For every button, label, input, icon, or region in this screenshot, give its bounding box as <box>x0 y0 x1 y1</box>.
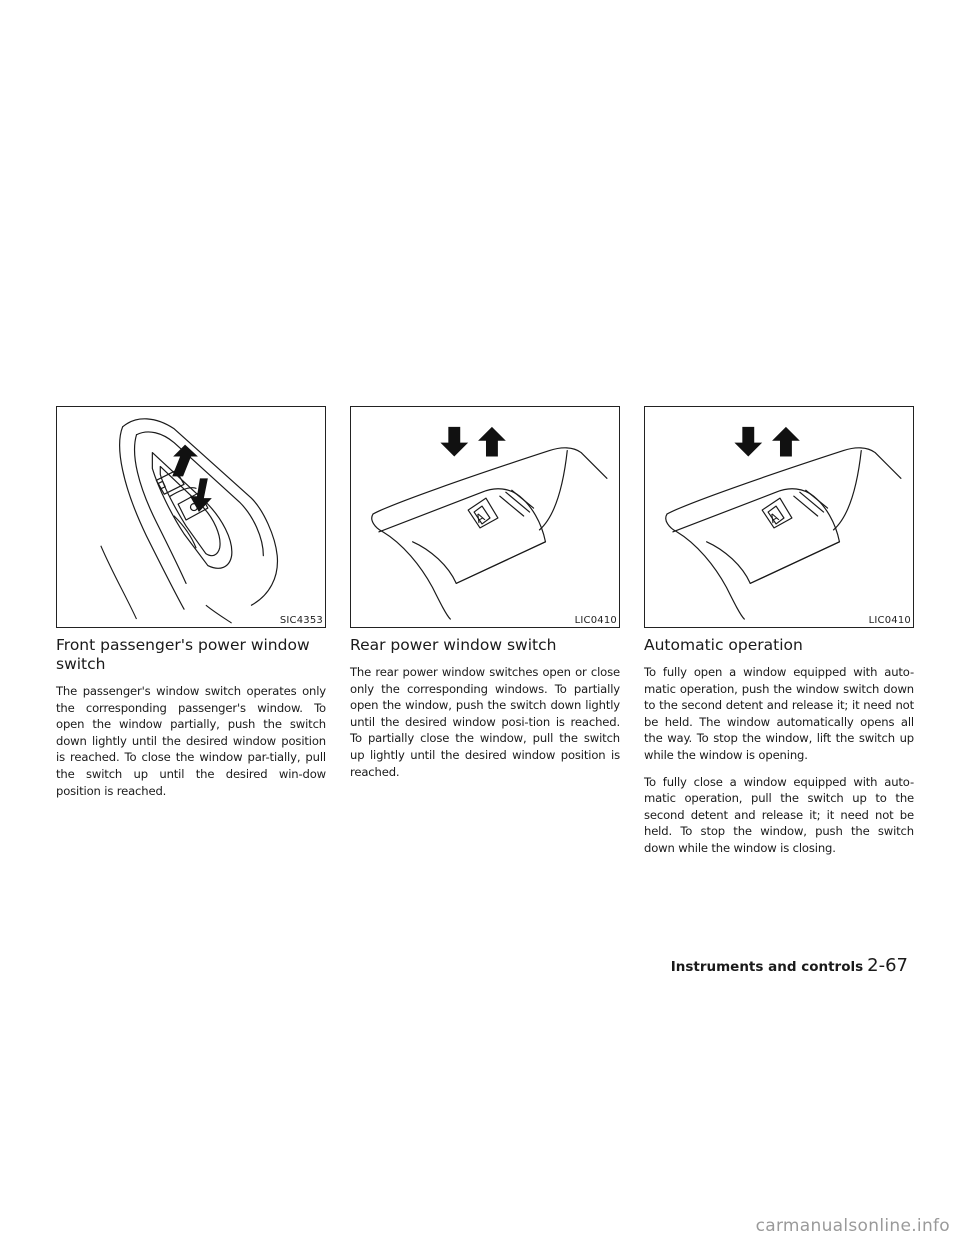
figure-code: SIC4353 <box>279 615 323 626</box>
figure-automatic-operation <box>644 406 914 628</box>
down-arrow-icon <box>440 427 468 457</box>
section-rear-window <box>350 636 620 790</box>
svg-text:A: A <box>473 509 487 527</box>
automatic-operation-illustration <box>645 407 913 627</box>
section-paragraph: The passenger's window switch operates only the corresponding passenger's window. To open the window partially, push the switch down lightly until the desired window position is reached. To close the window par-tially, pull the switch up until the desired win-dow position is reached. <box>56 684 326 798</box>
watermark: carmanualsonline.info <box>755 1216 950 1236</box>
page-footer <box>671 955 908 976</box>
up-arrow-icon <box>772 427 800 457</box>
section-paragraph: To fully open a window equipped with auto-matic operation, push the window switch down to the second detent and release it; it need not be held. The window automatically opens all the way. To stop the window, lift the switch up while the window is opening. <box>644 665 914 762</box>
section-heading: Rear power window switch <box>350 636 557 654</box>
svg-text:A: A <box>767 509 781 527</box>
footer-section-title: Instruments and controls <box>670 959 864 975</box>
down-arrow-icon <box>734 427 762 457</box>
figure-code: LIC0410 <box>574 615 617 626</box>
figure-code: LIC0410 <box>868 615 911 626</box>
section-paragraph: To fully close a window equipped with auto-matic operation, pull the switch up to the second detent and release it; it need not be held. To stop the window, push the switch down while the window is closing. <box>644 774 914 855</box>
section-heading: Automatic operation <box>644 636 803 654</box>
up-arrow-icon <box>478 427 506 457</box>
section-automatic-operation <box>644 636 914 867</box>
figure-rear-window-switch <box>350 406 620 628</box>
rear-window-switch-illustration <box>351 407 619 627</box>
page-number: 2-67 <box>867 955 908 976</box>
section-heading: Front passenger's power window switch <box>56 636 310 673</box>
front-passenger-switch-illustration <box>57 407 325 627</box>
figure-front-passenger-switch <box>56 406 326 628</box>
section-front-passenger <box>56 636 326 809</box>
section-paragraph: The rear power window switches open or close only the corresponding windows. To partially open the window, push the switch down lightly until the desired window posi-tion is reached. To partially close the window, pull the switch up lightly until the desired window position is reached. <box>350 665 620 779</box>
